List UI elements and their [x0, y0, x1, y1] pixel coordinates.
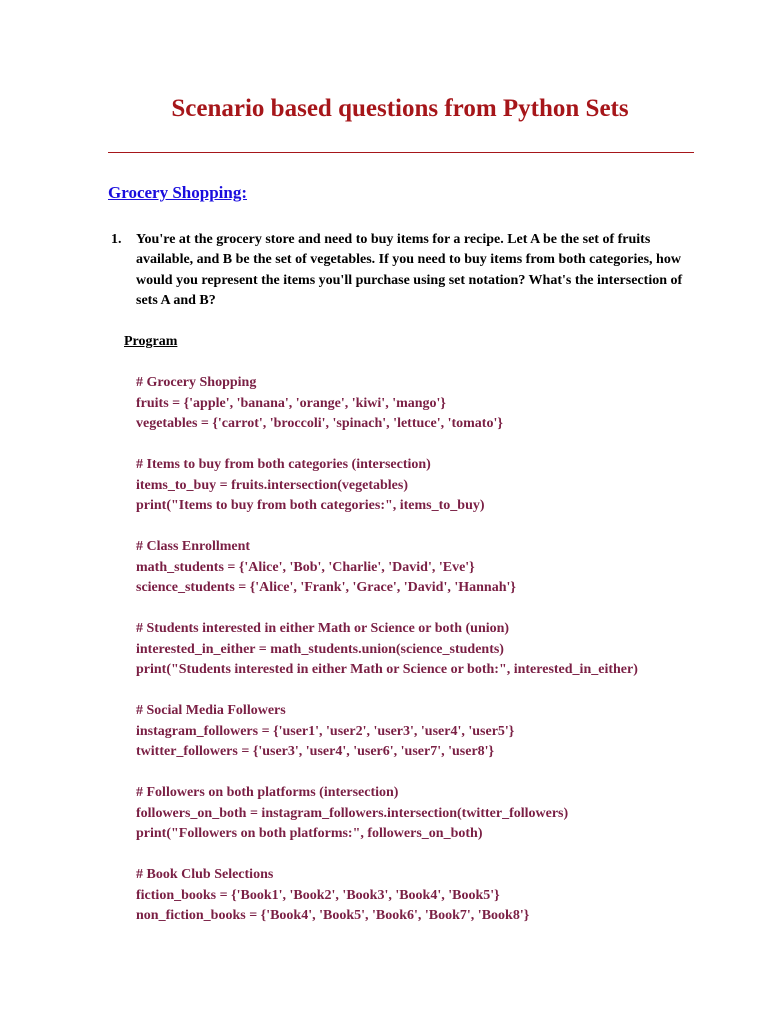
code-comment-line: # Class Enrollment: [136, 539, 251, 554]
code-comment-line: # Book Club Selections: [136, 867, 274, 882]
code-blank-line: [136, 763, 756, 784]
code-blank-line: [136, 845, 756, 866]
question-text: You're at the grocery store and need to buy items for a recipe. Let A be the set of fruits available, and B be the set of vegetables. If you need to buy items from both categories, how would you represent the items you'll purchase using set notation? What's the intersection of sets A and B?: [136, 232, 683, 309]
code-blank-line: [136, 517, 756, 538]
code-comment-line: # Social Media Followers: [136, 703, 286, 718]
code-line: twitter_followers = {'user3', 'user4', 'user6', 'user7', 'user8'}: [136, 744, 495, 759]
title-divider: [108, 152, 694, 153]
code-line: instagram_followers = {'user1', 'user2', 'user3', 'user4', 'user5'}: [136, 723, 515, 739]
code-line: print("Items to buy from both categories:", items_to_buy): [136, 498, 485, 513]
code-line: print("Students interested in either Math or Science or both:", interested_in_either): [136, 662, 638, 677]
code-line: science_students = {'Alice', 'Frank', 'Grace', 'David', 'Hannah'}: [136, 580, 516, 595]
code-comment-line: # Followers on both platforms (intersection): [136, 785, 399, 800]
code-blank-line: [136, 435, 756, 456]
code-line: followers_on_both = instagram_followers.intersection(twitter_followers): [136, 805, 569, 821]
code-blank-line: [136, 599, 756, 620]
code-line: print("Followers on both platforms:", followers_on_both): [136, 826, 483, 841]
code-line: fiction_books = {'Book1', 'Book2', 'Book3', 'Book4', 'Book5'}: [136, 887, 500, 903]
code-comment-line: # Items to buy from both categories (intersection): [136, 457, 431, 472]
page-title: Scenario based questions from Python Sets: [171, 95, 629, 122]
code-line: vegetables = {'carrot', 'broccoli', 'spinach', 'lettuce', 'tomato'}: [136, 416, 503, 431]
code-comment-line: # Grocery Shopping: [136, 375, 257, 390]
code-comment-line: # Students interested in either Math or Science or both (union): [136, 621, 510, 636]
code-line: items_to_buy = fruits.intersection(vegetables): [136, 477, 408, 493]
code-line: math_students = {'Alice', 'Bob', 'Charlie', 'David', 'Eve'}: [136, 559, 475, 575]
code-block: [136, 373, 756, 927]
code-line: interested_in_either = math_students.union(science_students): [136, 641, 504, 657]
program-label: Program: [124, 334, 178, 349]
question-number: 1.: [111, 232, 122, 247]
code-line: fruits = {'apple', 'banana', 'orange', 'kiwi', 'mango'}: [136, 395, 446, 411]
code-line: non_fiction_books = {'Book4', 'Book5', 'Book6', 'Book7', 'Book8'}: [136, 908, 530, 923]
section-heading-link[interactable]: Grocery Shopping:: [108, 183, 248, 202]
code-blank-line: [136, 681, 756, 702]
